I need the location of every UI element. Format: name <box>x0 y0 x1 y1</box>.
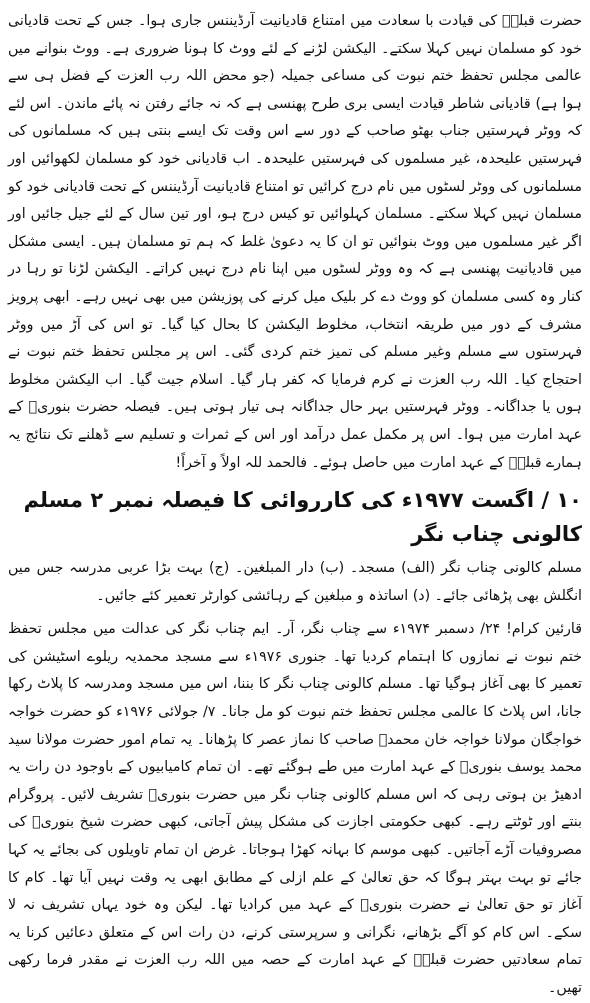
paragraph-text: قارئین کرام! ۲۴/ دسمبر ۱۹۷۴ء سے چناب نگر، آر۔ ایم چناب نگر کی عدالت میں مجلس تحفظ ختم نبوت نے نمازوں کا اہتمام کردیا تھا۔ جنوری ۱۹۷۶ء سے مسجد محمدیہ ریلوے اسٹیشن کی تعمیر کا بھی آغاز ہوگیا تھا۔ مسلم کالونی چناب نگر کا بننا، اس میں مسجد ومدرسہ کا پلاٹ رکھا جانا، اس پلاٹ کا عالمی مجلس تحفظ ختم نبوت کو مل جانا۔ ۷/ جولائی ۱۹۷۶ء کو حضرت خواجہ خواجگان مولانا خواجہ خان محمدؒ صاحب کا نماز عصر کا پڑھانا۔ یہ تمام امور حضرت مولانا سید محمد یوسف بنوریؒ کے عہد امارت میں طے ہوگئے تھے۔ ان تمام کامیابیوں کے باوجود دن رات یہ ادھیڑ بن ہوتی رہی کہ اس مسلم کالونی چناب نگر میں حضرت بنوریؒ تشریف لائیں۔ پروگرام بنتے اور ٹوٹتے رہے۔ کبھی حکومتی اجازت کی مشکل پیش آجاتی، کبھی حضرت شیخ بنوریؒ کی مصروفیات آڑے آجاتیں۔ کبھی موسم کا بہانہ کھڑا ہوجاتا۔ غرض ان تمام تاویلوں کی بجائے یہ کہا جائے تو بہت بہتر ہوگا کہ حق تعالیٰ کے علم ازلی کے مطابق ابھی یہ وقت نہیں آیا تھا۔ کام کا آغاز تو حق تعالیٰ نے حضرت بنوریؒ کے عہد میں کرادیا تھا۔ لیکن وہ خود یہاں تشریف نہ لا سکے۔ اس کام کو آگے بڑھانے، نگرانی و سرپرستی کرنے، دن رات اس کے متعلق دعائیں کرنا یہ تمام سعادتیں حضرت قبلہؒ کے عہد امارت کے حصہ میں اللہ رب العزت نے مقدر فرما رکھی تھیں۔ <box>8 621 583 996</box>
paragraph-colony-plan <box>8 555 582 610</box>
paragraph-readers <box>8 616 582 1002</box>
section-heading: ۱۰ / اگست ۱۹۷۷ء کی کارروائی کا فیصلہ نمبر ۲ مسلم کالونی چناب نگر <box>23 488 582 547</box>
paragraph-ordinance <box>8 8 582 477</box>
paragraph-text: حضرت قبلہؒ کی قیادت با سعادت میں امتناع قادیانیت آرڈیننس جاری ہوا۔ جس کے تحت قادیانی خود کو مسلمان نہیں کہلا سکتے۔ الیکشن لڑنے کے لئے ووٹ کا ہونا ضروری ہے۔ ووٹ بنوانے میں عالمی مجلس تحفظ ختم نبوت کی مساعی جمیلہ (جو محض اللہ رب العزت کے فضل ہی سے ہوا ہے) قادیانی شاطر قیادت ایسی بری طرح پھنسی ہے کہ نہ جائے رفتن نہ پائے ماندن۔ اس لئے کہ ووٹر فہرستیں جناب بھٹو صاحب کے دور سے اس وقت تک ایسے بنتی ہیں کہ مسلمانوں کی فہرستیں علیحدہ، غیر مسلموں کی فہرستیں علیحدہ۔ اب قادیانی خود کو مسلمان لکھوائیں اور مسلمانوں کی ووٹر لسٹوں میں نام درج کرائیں تو امتناع قادیانیت آرڈیننس کے تحت قادیانی خود کو مسلمان نہیں کہلا سکتے۔ مسلمان کہلوائیں تو کیس درج ہو، اور تین سال کے لئے جیل جائیں اور اگر غیر مسلموں میں ووٹ بنوائیں تو ان کا یہ دعویٰ غلط کہ ہم تو مسلمان ہیں۔ ایسی مشکل میں قادیانیت پھنسی ہے کہ وہ ووٹر لسٹوں میں اپنا نام درج نہیں کراتے۔ الیکشن لڑنا تو رہا در کنار وہ کسی مسلمان کو ووٹ دے کر بلیک میل کرنے کی پوزیشن میں بھی نہیں رہے۔ ابھی پرویز مشرف کے دور میں طریقہ انتخاب، مخلوط الیکشن کا بحال کیا گیا۔ تو اس کی آڑ میں ووٹر فہرستوں سے مسلم وغیر مسلم کی تمیز ختم کردی گئی۔ اس پر مجلس تحفظ ختم نبوت نے احتجاج کیا۔ اللہ رب العزت نے کرم فرمایا کہ کفر ہار گیا۔ اسلام جیت گیا۔ اب الیکشن مخلوط ہوں یا جداگانہ۔ ووٹر فہرستیں بہر حال جداگانہ ہی تیار ہوتی ہیں۔ فیصلہ حضرت بنوریؒ کے عہد امارت میں ہوا۔ اس پر مکمل عمل درآمد اور اس کے ثمرات و تسلیم سے ڈھلنے تک نتائج یہ ہمارے قبلہؒ کے عہد امارت میں حاصل ہوئے۔ فالحمد للہ اولاً و آخراً! <box>8 13 582 471</box>
paragraph-text: مسلم کالونی چناب نگر (الف) مسجد۔ (ب) دار المبلغین۔ (ج) بہت بڑا عربی مدرسہ جس میں انگلش بھی پڑھائی جائے۔ (د) اساتذہ و مبلغین کے رہائشی کوارٹر تعمیر کئے جائیں۔ <box>8 560 582 604</box>
